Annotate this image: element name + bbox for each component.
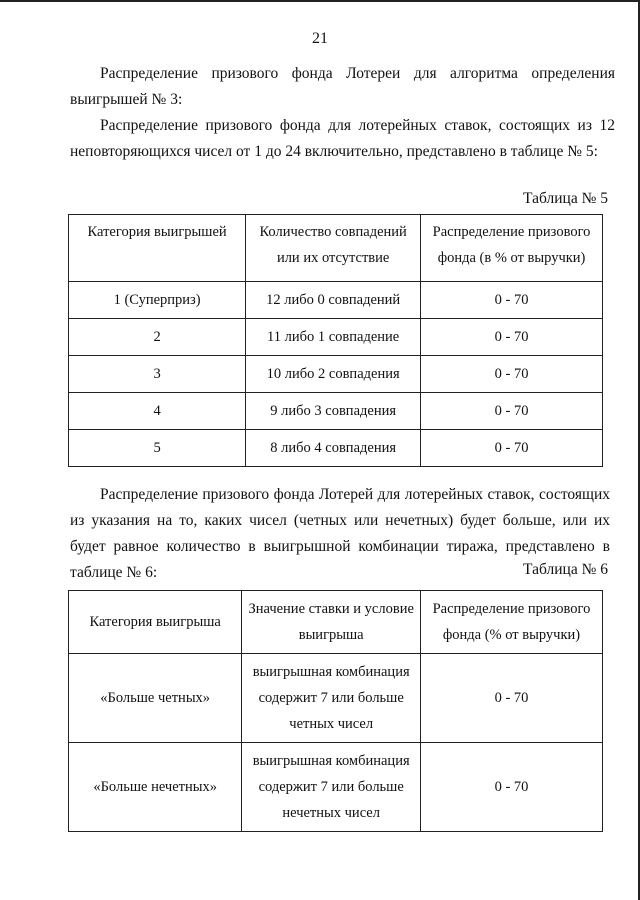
table5-cell-matches: 11 либо 1 совпадение — [246, 319, 421, 356]
table5-cell-matches: 9 либо 3 совпадения — [246, 393, 421, 430]
table-row — [69, 393, 603, 430]
table5-cell-category: 2 — [69, 319, 246, 356]
table-row — [69, 743, 603, 832]
table5-caption: Таблица № 5 — [523, 190, 608, 207]
paragraph-table6-intro: Распределение призового фонда Лотерей для лотерейных ставок, состоящих из указания на то, каких чисел (четных или нечетных) будет больше, или их будет равное количество в выигрышной комбинации тиража, представлено в таблице № 6: — [70, 486, 610, 581]
table6-header-category: Категория выигрыша — [69, 591, 242, 654]
table5-cell-distribution: 0 - 70 — [421, 393, 603, 430]
table-row — [69, 319, 603, 356]
page-edge-top — [0, 0, 640, 2]
table5-header-matches: Количество совпадений или их отсутствие — [246, 215, 421, 282]
table6-header-row — [69, 591, 603, 654]
table-row — [69, 282, 603, 319]
table-row — [69, 654, 603, 743]
table5-cell-matches: 8 либо 4 совпадения — [246, 430, 421, 467]
table5-header-row — [69, 215, 603, 282]
table5-cell-distribution: 0 - 70 — [421, 356, 603, 393]
table6-cell-distribution: 0 - 70 — [420, 743, 602, 832]
table5-cell-category: 1 (Суперприз) — [69, 282, 246, 319]
table5 — [68, 214, 603, 467]
table5-cell-category: 4 — [69, 393, 246, 430]
table5-cell-distribution: 0 - 70 — [421, 282, 603, 319]
table6 — [68, 590, 603, 832]
table6-caption: Таблица № 6 — [523, 561, 608, 578]
table5-cell-distribution: 0 - 70 — [421, 319, 603, 356]
table6-cell-condition: выигрышная комбинация содержит 7 или больше нечетных чисел — [242, 743, 421, 832]
table-row — [69, 430, 603, 467]
table6-header-condition: Значение ставки и условие выигрыша — [242, 591, 421, 654]
table5-cell-distribution: 0 - 70 — [421, 430, 603, 467]
table5-cell-category: 5 — [69, 430, 246, 467]
table6-cell-distribution: 0 - 70 — [420, 654, 602, 743]
table6-cell-category: «Больше нечетных» — [69, 743, 242, 832]
paragraph-table5-intro: Распределение призового фонда для лотерейных ставок, состоящих из 12 неповторяющихся чисел от 1 до 24 включительно, представлено в таблице № 5: — [70, 117, 615, 160]
table6-cell-condition: выигрышная комбинация содержит 7 или больше четных чисел — [242, 654, 421, 743]
table6-header-distribution: Распределение призового фонда (% от выручки) — [420, 591, 602, 654]
table5-cell-matches: 12 либо 0 совпадений — [246, 282, 421, 319]
table5-cell-category: 3 — [69, 356, 246, 393]
page-number: 21 — [312, 30, 328, 47]
paragraph-intro: Распределение призового фонда Лотереи для алгоритма определения выигрышей № 3: — [70, 65, 615, 108]
table5-header-distribution: Распределение призового фонда (в % от выручки) — [421, 215, 603, 282]
table5-cell-matches: 10 либо 2 совпадения — [246, 356, 421, 393]
table6-cell-category: «Больше четных» — [69, 654, 242, 743]
table5-header-category: Категория выигрышей — [69, 215, 246, 282]
table-row — [69, 356, 603, 393]
